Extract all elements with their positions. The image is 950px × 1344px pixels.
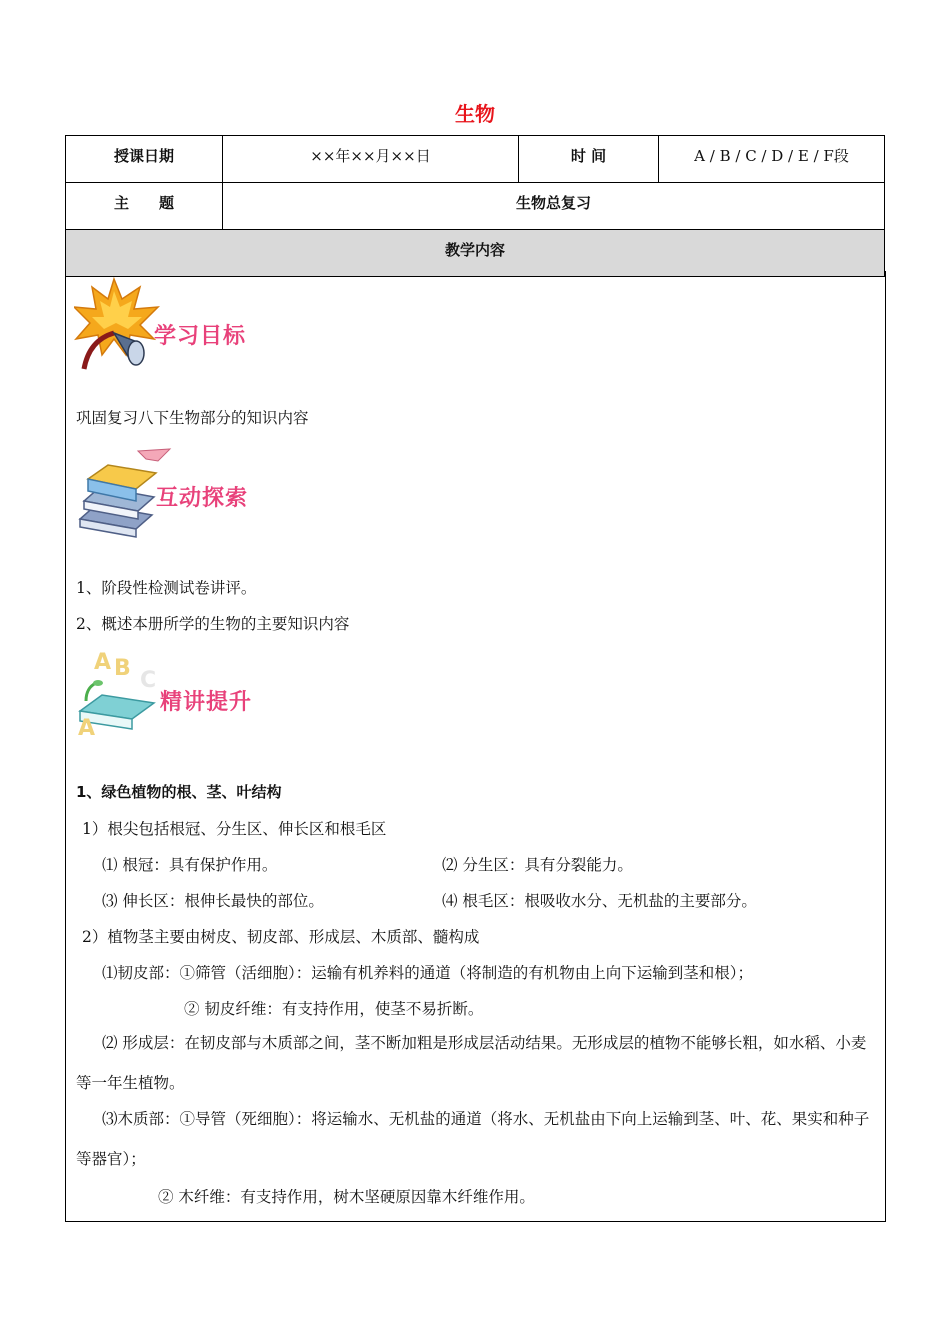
xylem-line: ② 木纤维：有支持作用，树木坚硬原因靠木纤维作用。 [158,1188,535,1206]
objectives-banner [74,277,274,373]
maple-leaf-bell-icon [74,277,164,373]
date-label: 授课日期 [66,136,223,183]
date-value: ××年××月××日 [223,136,519,183]
explore-item: 1、阶段性检测试卷讲评。 [76,579,257,597]
xylem-paragraph: ⑶木质部：①导管（死细胞）：将运输水、无机盐的通道（将水、无机盐由下向上运输到茎、叶、花、果实和种子等器官）； [76,1110,870,1168]
explore-banner [74,443,274,543]
time-value: A / B / C / D / E / F段 [659,136,885,183]
header-row-topic [66,183,885,230]
abc-book-icon [74,649,164,739]
stem-intro: 2）植物茎主要由树皮、韧皮部、形成层、木质部、髓构成 [82,928,480,946]
content-box [65,271,886,1222]
root-part: ⑵ 分生区：具有分裂能力。 [442,856,633,874]
header-table [65,135,885,277]
root-part: ⑴ 根冠：具有保护作用。 [102,856,278,874]
root-part: ⑶ 伸长区：根伸长最快的部位。 [102,892,324,910]
time-label: 时 间 [519,136,659,183]
header-row-date [66,136,885,183]
section-heading: 1、绿色植物的根、茎、叶结构 [76,783,282,801]
objective-text: 巩固复习八下生物部分的知识内容 [76,409,309,427]
objectives-banner-text: 学习目标 [154,324,247,349]
svg-text:B: B [114,656,131,681]
topic-label: 主 题 [66,183,223,230]
topic-value: 生物总复习 [223,183,885,230]
header-row-content [66,230,885,277]
root-part: ⑷ 根毛区：根吸收水分、无机盐的主要部分。 [442,892,757,910]
explore-item: 2、概述本册所学的生物的主要知识内容 [76,615,350,633]
phloem-line: ② 韧皮纤维：有支持作用，使茎不易折断。 [184,1000,484,1018]
lecture-banner [74,649,274,741]
svg-text:C: C [140,668,157,693]
cambium-paragraph: ⑵ 形成层：在韧皮部与木质部之间，茎不断加粗是形成层活动结果。无形成层的植物不能够长粗，如水稻、小麦等一年生植物。 [76,1034,867,1092]
phloem-line: ⑴韧皮部：①筛管（活细胞）：运输有机养料的通道（将制造的有机物由上向下运输到茎和根）； [102,964,754,982]
content-label: 教学内容 [66,230,885,277]
svg-text:A: A [94,650,112,675]
page-title: 生物 [455,102,495,126]
explore-banner-text: 互动探索 [156,486,249,511]
lecture-banner-text: 精讲提升 [160,690,253,715]
root-intro: 1）根尖包括根冠、分生区、伸长区和根毛区 [82,820,387,838]
svg-text:A: A [78,716,96,739]
